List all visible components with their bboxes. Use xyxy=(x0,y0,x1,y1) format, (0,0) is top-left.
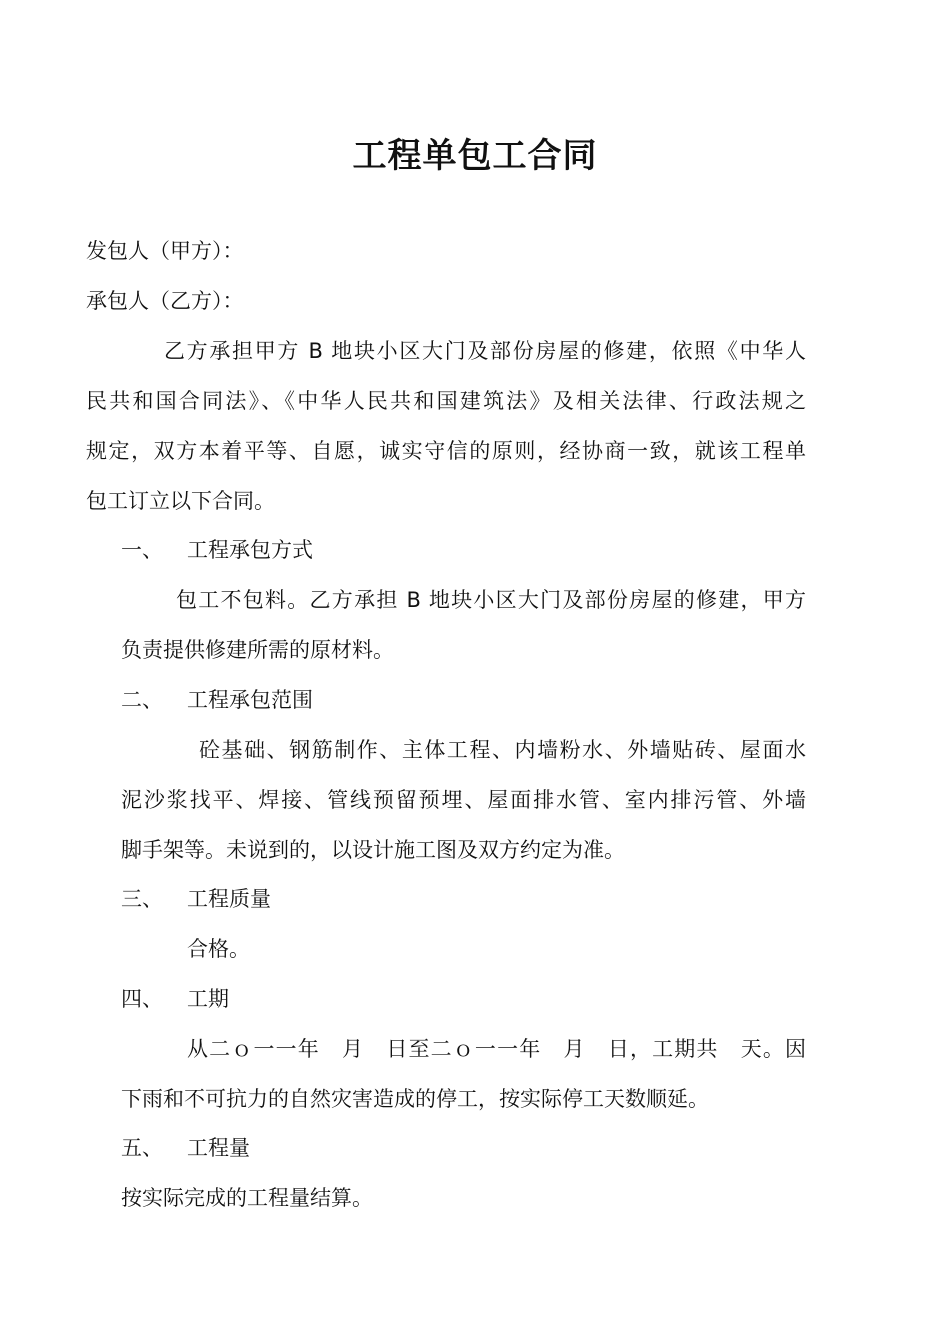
intro-line-2: 民共和国合同法》、《中华人民共和国建筑法》及相关法律、行政法规之 xyxy=(86,389,806,413)
party-a-line: 发包人（甲方）： xyxy=(86,239,244,263)
section-5-line-1: 按实际完成的工程量结算。 xyxy=(121,1186,373,1210)
section-4-line-2: 下雨和不可抗力的自然灾害造成的停工，按实际停工天数顺延。 xyxy=(121,1087,709,1111)
intro-line-3: 规定，双方本着平等、自愿，诚实守信的原则，经协商一致，就该工程单 xyxy=(86,439,806,463)
section-4-heading: 工期 xyxy=(187,987,229,1011)
section-3-line-1: 合格。 xyxy=(187,937,250,961)
section-4-line-1: 从二ｏ一一年 月 日至二ｏ一一年 月 日，工期共 天。因 xyxy=(187,1037,806,1061)
section-1-number: 一、 xyxy=(121,538,163,562)
section-4-number: 四、 xyxy=(121,987,163,1011)
section-1-heading: 工程承包方式 xyxy=(187,538,313,562)
intro-line-1: 乙方承担甲方 B 地块小区大门及部份房屋的修建，依照《中华人 xyxy=(164,339,806,363)
party-b-line: 承包人（乙方）： xyxy=(86,289,244,313)
section-3-heading: 工程质量 xyxy=(187,887,271,911)
section-2-heading: 工程承包范围 xyxy=(187,688,313,712)
section-2-line-3: 脚手架等。未说到的，以设计施工图及双方约定为准。 xyxy=(121,838,625,862)
document-title: 工程单包工合同 xyxy=(352,136,598,176)
section-2-line-2: 泥沙浆找平、焊接、管线预留预埋、屋面排水管、室内排污管、外墙 xyxy=(121,788,806,812)
section-1-line-2: 负责提供修建所需的原材料。 xyxy=(121,638,394,662)
section-1-line-1: 包工不包料。乙方承担 B 地块小区大门及部份房屋的修建，甲方 xyxy=(176,588,806,612)
intro-line-4: 包工订立以下合同。 xyxy=(86,489,275,513)
section-3-number: 三、 xyxy=(121,887,163,911)
section-2-line-1: 砼基础、钢筋制作、主体工程、内墙粉水、外墙贴砖、屋面水 xyxy=(199,738,806,762)
section-2-number: 二、 xyxy=(121,688,163,712)
section-5-number: 五、 xyxy=(121,1136,163,1160)
section-5-heading: 工程量 xyxy=(187,1136,250,1160)
